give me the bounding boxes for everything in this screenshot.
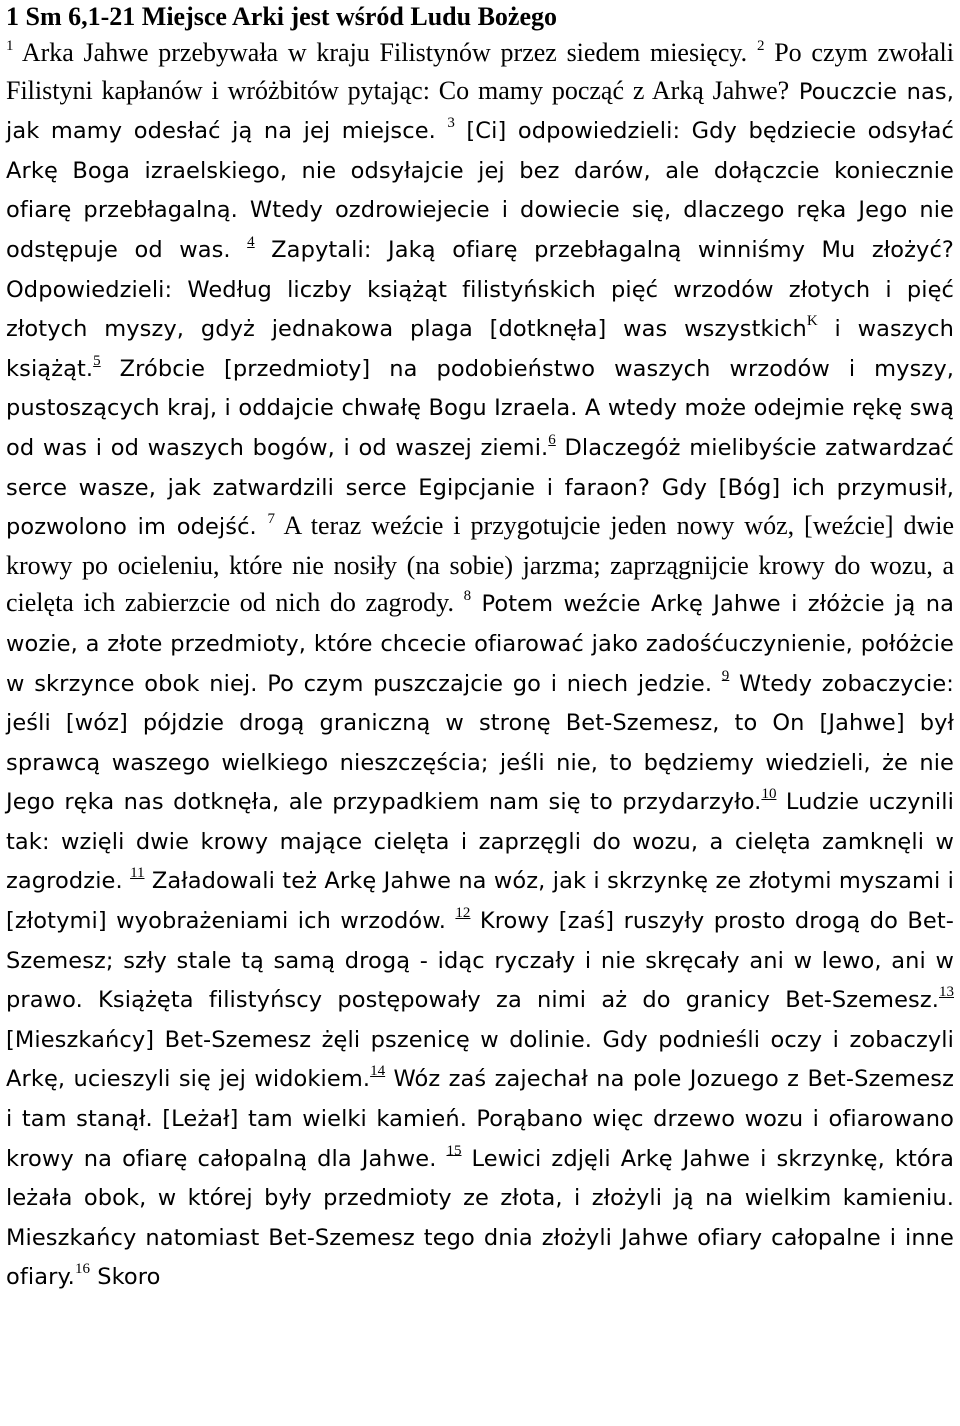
verse-number[interactable]: 15 [446,1142,462,1159]
verse-text: Wóz zaś zajechał na pole Jozuego z Bet-Szemesz i tam stanął. [Leżał] tam wielki kamień. Porąbano więc drzewo wozu i ofiarowano krowy na ofiarę całopalną dla Jahwe. [6,1066,954,1172]
verse-number: 2 [756,37,765,54]
verse-number[interactable]: 4 [247,233,255,250]
verse-text: i waszych książąt. [6,316,954,382]
verse-text: Lewici zdjęli Arkę Jahwe i skrzynkę, która leżała obok, w której były przedmioty ze złota, i złożyli ją na wielkim kamieniu. Mieszkańcy natomiast Bet-Szemesz tego dnia złożyli Jahwe ofiary całopalne i inne ofiary. [6,1145,955,1291]
verse-text: Arka Jahwe przebywała w kraju Filistynów przez siedem miesięcy. [13,38,757,67]
verse-number[interactable]: 10 [761,786,777,803]
verse-text: Wtedy zobaczycie: jeśli [wóz] pójdzie drogą graniczną w stronę Bet-Szemesz, to On [Jahwe] był sprawcą waszego wielkiego nieszczęścia; jeśli nie, to będziemy wiedzieli, że nie Jego ręka nas dotknęła, ale przypadkiem nam się to przydarzyło. [6,670,954,816]
verse-text: [Ci] odpowiedzieli: Gdy będziecie odsyłać Arkę Boga izraelskiego, nie odsyłajcie jej bez darów, ale dołączcie koniecznie ofiarę przebłagalną. Wtedy ozdrowiejecie i dowiecie się, dlaczego ręka Jego nie odstępuje od was. [6,118,954,263]
verse-number: 8 [463,588,472,605]
verse-text: A teraz weźcie i przygotujcie jeden nowy wóz, [weźcie] dwie krowy po ocieleniu, które nie nosiły (na sobie) jarzma; zaprzągnijcie krowy do wozu, a cielęta ich zabierzcie od nich do zagrody. [6,511,955,618]
verse-text: Dlaczegóż mielibyście zatwardzać serce wasze, jak zatwardzili serce Egipcjanie i faraon? Gdy [Bóg] ich przymusił, pozwolono im odejść. [6,434,954,541]
footnote-marker: K [806,312,818,329]
verse-number[interactable]: 13 [939,984,954,1000]
verse-text: Skoro [89,1264,161,1291]
verse-text: [Mieszkańcy] Bet-Szemesz żęli pszenicę w dolinie. Gdy podnieśli oczy i zobaczyli Arkę, ucieszyli się jej widokiem. [6,1026,954,1093]
verse-text: Zapytali: Jaką ofiarę przebłagalną winniśmy Mu złożyć? Odpowiedzieli: Według liczby książąt filistyńskich pięć wrzodów złotych i pięć złotych myszy, gdyż jednakowa plaga [dotknęła] was wszystkich [6,236,954,343]
verse-text: Zróbcie [przedmioty] na podobieństwo waszych wrzodów i myszy, pustoszących kraj, i oddajcie chwałę Bogu Izraela. A wtedy może odejmie rękę swą od was i od waszych bogów, i od waszej ziemi. [6,355,954,461]
verse-number: 16 [74,1261,90,1278]
verse-text: Pouczcie nas, jak mamy odesłać ją na jej miejsce. [6,78,954,145]
verse-number[interactable]: 11 [130,865,145,882]
passage-heading: 1 Sm 6,1-21 Miejsce Arki jest wśród Ludu Bożego [6,2,558,31]
verse-text: Po czym zwołali Filistyni kapłanów i wróżbitów pytając: Co mamy począć z Arką Jahwe? [6,38,954,105]
verse-number[interactable]: 12 [455,904,471,921]
verse-number: 1 [6,37,14,54]
verse-number[interactable]: 9 [721,667,730,684]
passage-text [6,34,954,1297]
verse-text: Ludzie uczynili tak: wzięli dwie krowy mające cielęta i zaprzęgli do wozu, a cielęta zamknęli w zagrodzie. [6,789,954,895]
verse-text: Potem weźcie Arkę Jahwe i złóżcie ją na wozie, a złote przedmioty, które chcecie ofiarować jako zadośćuczynienie, połóżcie w skrzynce obok niej. Po czym puszczajcie go i niech jedzie. [6,591,954,697]
verse-text: Krowy [zaś] ruszyły prosto drogą do Bet-Szemesz; szły stale tą samą drogą - idąc ryczały i nie skręcały ani w lewo, ani w prawo. Książęta filistyńscy postępowały za nimi aż do granicy Bet-Szemesz. [6,908,954,1014]
verse-number: 3 [447,114,455,131]
verse-number[interactable]: 14 [370,1063,386,1080]
verse-number: 7 [267,510,275,527]
verse-text: Załadowali też Arkę Jahwe na wóz, jak i skrzynkę ze złotymi myszami i [złotymi] wyobrażeniami ich wrzodów. [6,868,954,935]
verse-number[interactable]: 6 [548,431,556,448]
verse-number[interactable]: 5 [93,352,101,369]
